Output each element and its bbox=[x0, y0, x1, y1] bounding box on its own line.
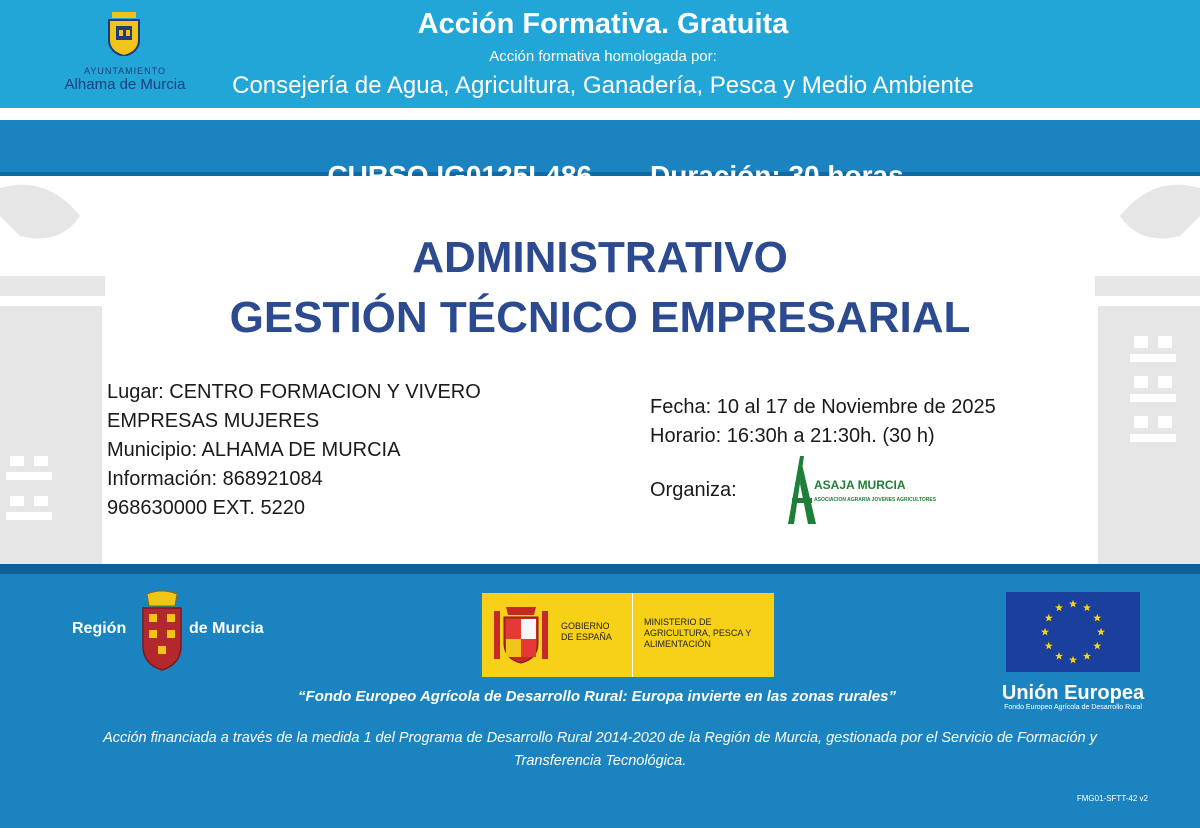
gobierno-espana-text: GOBIERNO DE ESPAÑA bbox=[561, 621, 612, 642]
fondo-quote: “Fondo Europeo Agrícola de Desarrollo Rural: Europa invierte en las zonas rurales” bbox=[298, 688, 896, 705]
header-organization: Consejería de Agua, Agricultura, Ganadería, Pesca y Medio Ambiente bbox=[232, 72, 974, 99]
info-line-lugar: Lugar: CENTRO FORMACION Y VIVERO bbox=[107, 381, 481, 403]
course-band bbox=[0, 120, 1200, 176]
logo-ayuntamiento-text: AYUNTAMIENTO bbox=[83, 66, 166, 76]
footer-divider bbox=[0, 564, 1200, 574]
asaja-name: ASAJA MURCIA bbox=[814, 478, 906, 492]
header-subtitle: Acción formativa homologada por: bbox=[489, 48, 717, 65]
ministerio-text: MINISTERIO DE AGRICULTURA, PESCA Y ALIMENTACIÓN bbox=[644, 617, 752, 649]
main-content bbox=[0, 176, 1200, 564]
eu-subtitle: Fondo Europeo Agrícola de Desarrollo Rural bbox=[1004, 704, 1142, 711]
region-murcia-shield-icon bbox=[139, 590, 185, 672]
region-text: Región bbox=[72, 620, 127, 637]
eu-flag-icon bbox=[1006, 592, 1140, 672]
document-reference: FMG01-SFTT-42 v2 bbox=[1076, 794, 1148, 803]
gobierno-espana-logo bbox=[482, 593, 774, 677]
region-murcia-logo bbox=[72, 590, 282, 674]
financiada-text: Acción financiada a través de la medida 1 del Programa de Desarrollo Rural 2014-2020 de la Región de Murcia, gestionada por el Servicio de Formación y Transferencia Tecnológica. bbox=[103, 730, 1097, 769]
info-line-informacion: Información: 868921084 bbox=[107, 468, 323, 490]
top-header bbox=[0, 0, 1200, 108]
info-fecha: Fecha: 10 al 17 de Noviembre de 2025 bbox=[650, 396, 996, 418]
de-murcia-text: de Murcia bbox=[189, 620, 264, 637]
asaja-tagline: ASOCIACION AGRARIA JOVENES AGRICULTORES bbox=[814, 497, 937, 503]
alhama-logo bbox=[60, 10, 190, 98]
info-line-lugar-cont: EMPRESAS MUJERES bbox=[107, 410, 320, 432]
alhama-shield-icon bbox=[106, 12, 142, 56]
info-line-municipio: Municipio: ALHAMA DE MURCIA bbox=[107, 439, 401, 461]
spain-coat-of-arms-icon bbox=[492, 603, 550, 667]
course-title-line1: ADMINISTRATIVO bbox=[412, 233, 788, 282]
logo-alhama-text: Alhama de Murcia bbox=[64, 76, 186, 93]
eu-title: Unión Europea bbox=[1001, 682, 1145, 704]
asaja-logo bbox=[786, 454, 937, 526]
gob-separator bbox=[632, 593, 633, 677]
organiza-label: Organiza: bbox=[650, 479, 737, 501]
course-title-line2: GESTIÓN TÉCNICO EMPRESARIAL bbox=[229, 293, 971, 342]
header-title: Acción Formativa. Gratuita bbox=[417, 8, 789, 40]
info-line-telefono: 968630000 EXT. 5220 bbox=[107, 497, 305, 519]
footer bbox=[0, 564, 1200, 828]
schedule-info bbox=[650, 393, 996, 451]
location-info bbox=[107, 378, 481, 523]
info-horario: Horario: 16:30h a 21:30h. (30 h) bbox=[650, 425, 935, 447]
